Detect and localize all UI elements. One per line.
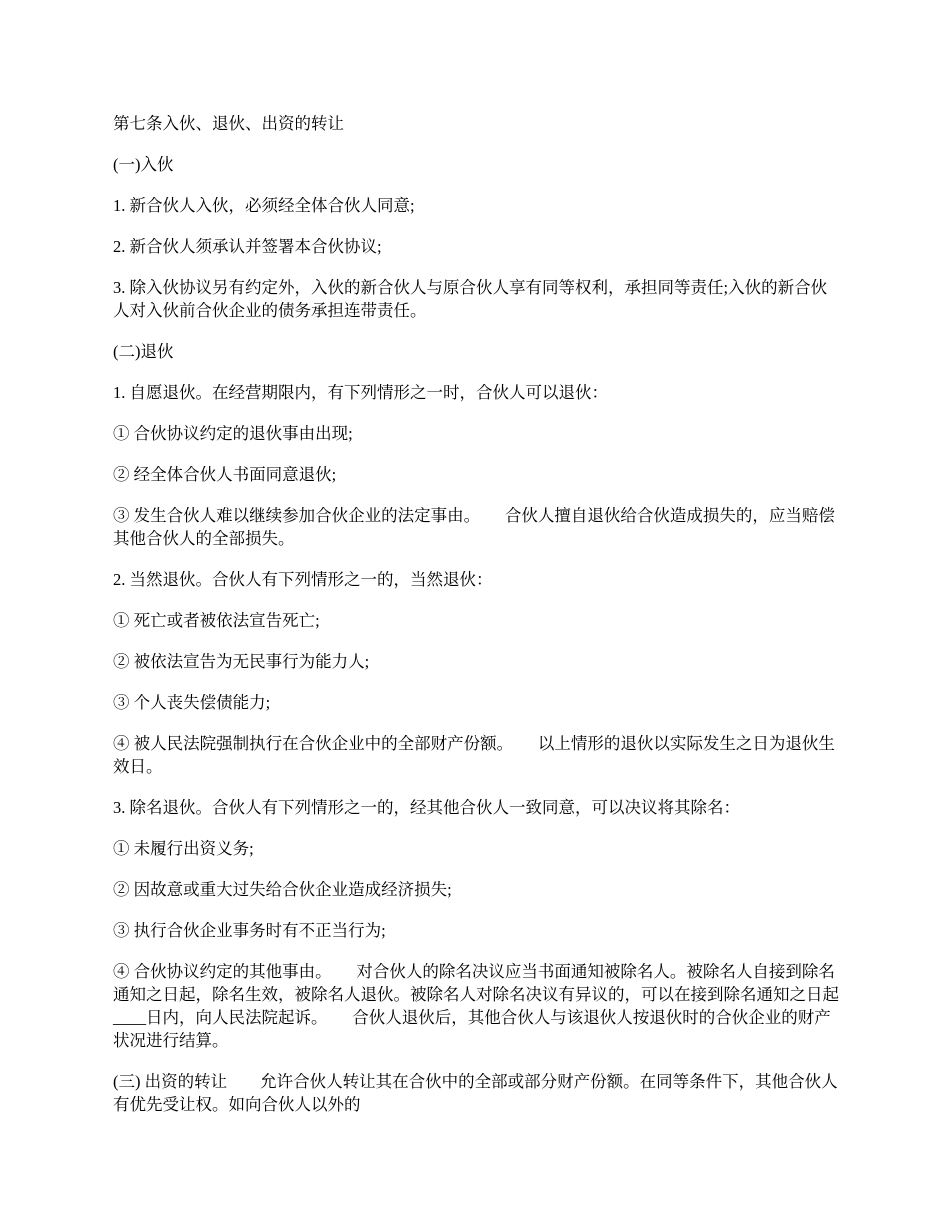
paragraph: 3. 除入伙协议另有约定外，入伙的新合伙人与原合伙人享有同等权利，承担同等责任;入伙的新合伙人对入伙前合伙企业的债务承担连带责任。 (113, 278, 828, 320)
list-item: ① 死亡或者被依法宣告死亡; (113, 611, 320, 630)
list-item: ④ 合伙协议约定的其他事由。 对合伙人的除名决议应当书面通知被除名人。被除名人自接到除名通知之日起，除名生效，被除名人退伙。被除名人对除名决议有异议的，可以在接到除名通知之日起____日内，向人民法院起诉。 合伙人退伙后，其他合伙人与该退伙人按退伙时的合伙企业的财产状况进行结算。 (113, 962, 839, 1050)
list-item: ① 未履行出资义务; (113, 839, 254, 858)
list-item: ③ 发生合伙人难以继续参加合伙企业的法定事由。 合伙人擅自退伙给合伙造成损失的，应当赔偿其他合伙人的全部损失。 (113, 506, 835, 548)
list-item: ① 合伙协议约定的退伙事由出现; (113, 424, 353, 443)
list-item: ② 因故意或重大过失给合伙企业造成经济损失; (113, 880, 452, 899)
list-item: ③ 执行合伙企业事务时有不正当行为; (113, 921, 386, 940)
list-item: ② 经全体合伙人书面同意退伙; (113, 465, 337, 484)
list-item: ② 被依法宣告为无民事行为能力人; (113, 652, 370, 671)
list-item: ④ 被人民法院强制执行在合伙企业中的全部财产份额。 以上情形的退伙以实际发生之日为退伙生效日。 (113, 734, 835, 776)
section-heading-transfer: (三) 出资的转让 允许合伙人转让其在合伙中的全部或部分财产份额。在同等条件下，其他合伙人有优先受让权。如向合伙人以外的 (113, 1072, 838, 1114)
paragraph: 3. 除名退伙。合伙人有下列情形之一的，经其他合伙人一致同意，可以决议将其除名： (113, 798, 740, 817)
paragraph: 1. 自愿退伙。在经营期限内，有下列情形之一时，合伙人可以退伙： (113, 383, 608, 402)
section-heading-withdraw: (二)退伙 (113, 342, 174, 361)
article-heading: 第七条入伙、退伙、出资的转让 (113, 114, 344, 133)
paragraph: 1. 新合伙人入伙，必须经全体合伙人同意; (113, 196, 415, 215)
document-body (113, 112, 843, 1134)
list-item: ③ 个人丧失偿债能力; (113, 693, 271, 712)
paragraph: 2. 新合伙人须承认并签署本合伙协议; (113, 237, 382, 256)
paragraph: 2. 当然退伙。合伙人有下列情形之一的，当然退伙： (113, 570, 493, 589)
section-heading-join: (一)入伙 (113, 155, 174, 174)
